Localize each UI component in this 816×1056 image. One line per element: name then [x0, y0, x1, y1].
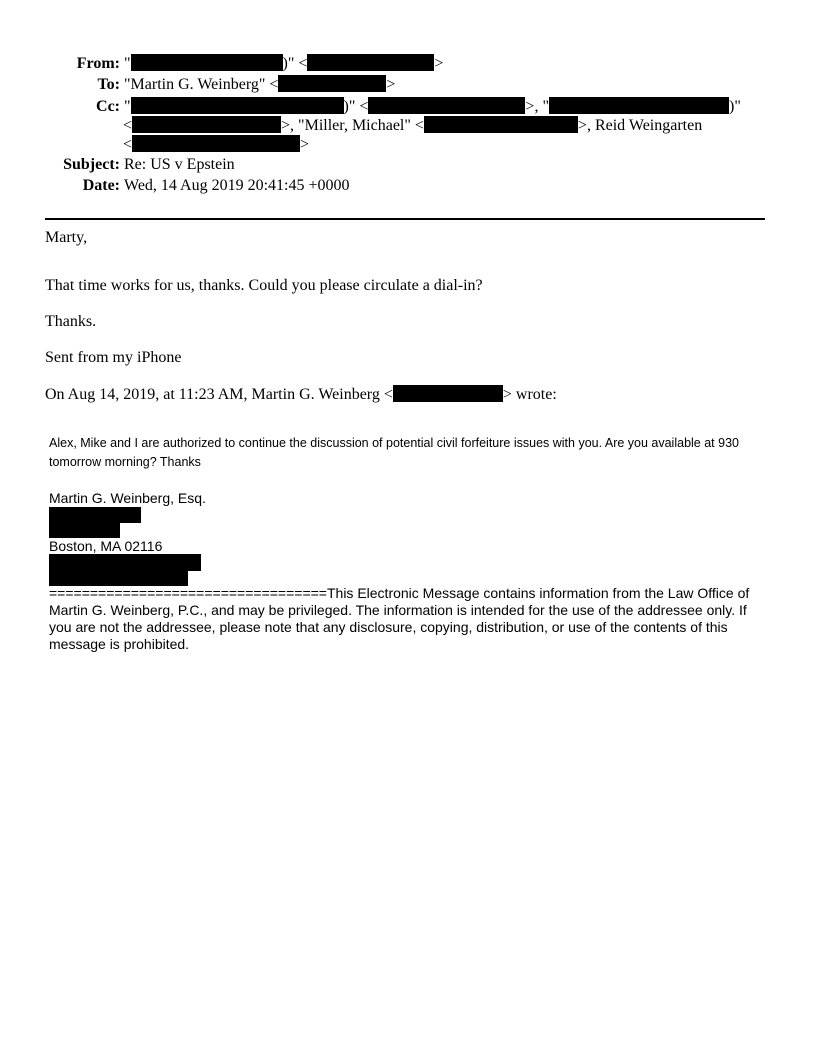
- to-label: To:: [97, 76, 120, 93]
- redaction: [49, 507, 141, 523]
- greeting: Marty,: [45, 229, 88, 246]
- subject-label: Subject:: [63, 156, 120, 173]
- redaction: [307, 54, 434, 71]
- cc-row-3: < >: [123, 136, 310, 153]
- redaction: [393, 385, 503, 402]
- redaction: [49, 554, 201, 571]
- quoted-message: Alex, Mike and I are authorized to continue the discussion of potential civil forfeiture issues with you. Are you available at 930 tomorrow morning? Thanks: [49, 436, 739, 469]
- signature-city: Boston, MA 02116: [49, 538, 163, 554]
- quote-intro-pre: On Aug 14, 2019, at 11:23 AM, Martin G. Weinberg <: [45, 386, 393, 403]
- redaction: [424, 116, 578, 133]
- subject: Re: US v Epstein: [124, 156, 235, 173]
- cc-reid: >, Reid Weingarten: [577, 117, 703, 134]
- cc-row-2: < >, "Miller, Michael" < >, Reid Weingarten: [123, 117, 703, 134]
- divider: [45, 218, 765, 220]
- from-row: From: " )" < >: [0, 54, 443, 73]
- redaction: [132, 135, 300, 152]
- thanks: Thanks.: [45, 313, 97, 330]
- redaction: [132, 116, 281, 133]
- to-row: To: "Martin G. Weinberg" < >: [0, 75, 395, 94]
- quote-intro: [45, 385, 557, 404]
- signature-name: Martin G. Weinberg, Esq.: [49, 490, 206, 506]
- redaction: [131, 54, 283, 71]
- cc-label: Cc:: [96, 98, 120, 115]
- redaction: [278, 75, 386, 92]
- redaction: [368, 97, 525, 114]
- quote-intro-post: > wrote:: [502, 386, 557, 403]
- body-line: That time works for us, thanks. Could you please circulate a dial-in?: [45, 277, 483, 294]
- date-label: Date:: [82, 177, 120, 194]
- cc-miller: >, "Miller, Michael" <: [281, 117, 424, 134]
- redaction: [49, 522, 120, 538]
- from-label: From:: [76, 55, 120, 72]
- subject-row: [0, 156, 235, 174]
- disclaimer: ==================================This Electronic Message contains information from the Law Office of Martin G. Weinberg, P.C., and may be privileged. The information is intended for the use of the addressee only. If you are not the addressee, please note that any disclosure, copying, distribution, or use of the contents of this message is prohibited.: [49, 585, 750, 652]
- cc-row: Cc: " )" < >, " )": [0, 97, 741, 116]
- redaction: [131, 97, 344, 114]
- redaction: [549, 97, 729, 114]
- date-row: [0, 177, 350, 195]
- to-name: "Martin G. Weinberg" <: [124, 76, 279, 93]
- sent-from: Sent from my iPhone: [45, 349, 182, 366]
- date: Wed, 14 Aug 2019 20:41:45 +0000: [124, 177, 350, 194]
- redaction: [49, 570, 188, 586]
